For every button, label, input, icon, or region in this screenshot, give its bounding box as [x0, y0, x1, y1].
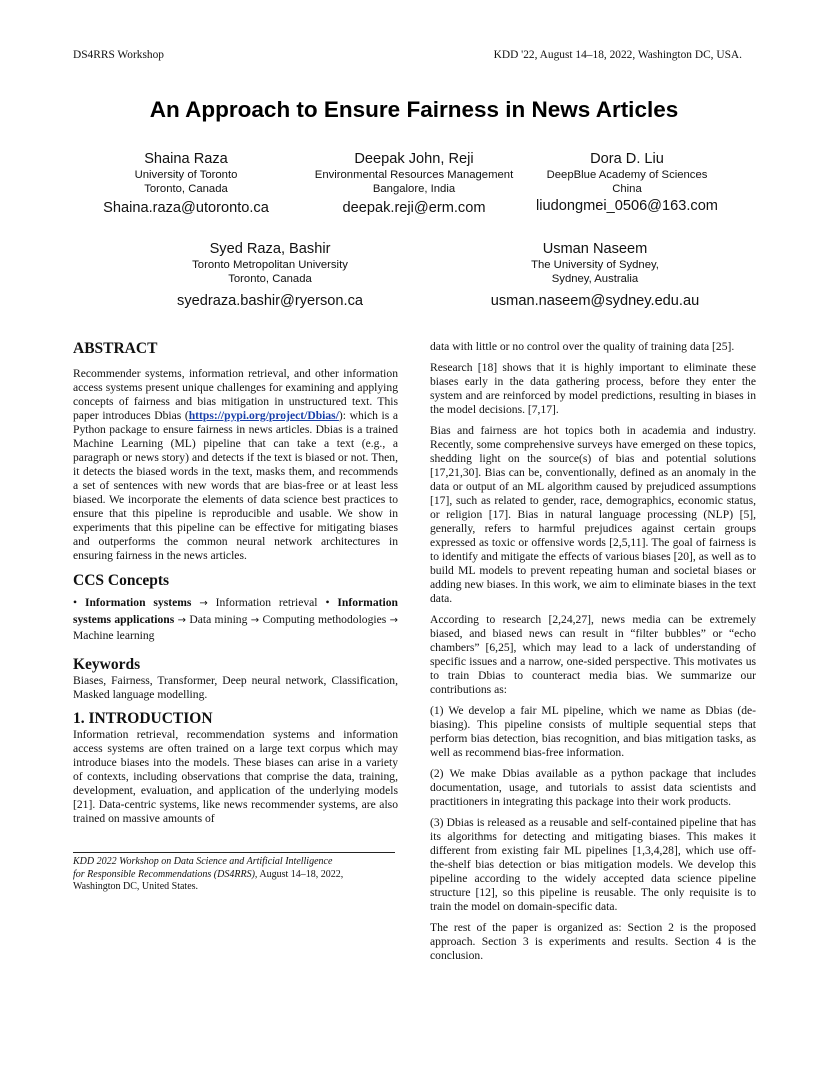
keywords-text: Biases, Fairness, Transformer, Deep neural network, Classification, Masked language modelling.	[73, 673, 398, 701]
ccs-term: Information retrieval	[215, 596, 318, 609]
left-column	[73, 340, 398, 826]
ccs-term: Information systems applications	[73, 596, 398, 626]
intro-paragraph-4: According to research [2,24,27], news media can be extremely biased, and biased news can result in “filter bubbles” or “echo chambers” [6,25], which may lead to a lack of understanding of specific issues and a narrow, one-sided perspective. This motivates us to train Dbias to counteract media bias. We summarize our contributions as:	[430, 613, 756, 696]
author-name: Usman Naseem	[542, 241, 648, 257]
author-block-3	[527, 150, 727, 215]
author-affiliation: University of Toronto	[134, 169, 238, 181]
arrow-right-icon: →	[250, 614, 260, 626]
author-affiliation: The University of Sydney,	[531, 259, 659, 271]
author-email[interactable]: usman.naseem@sydney.edu.au	[490, 293, 700, 309]
arrow-right-icon: →	[389, 614, 398, 626]
ccs-term: Data mining	[189, 612, 248, 626]
author-location: Toronto, Canada	[144, 183, 228, 195]
footnote-line-3: Washington DC, United States.	[73, 881, 199, 893]
bullet: •	[325, 596, 330, 609]
arrow-right-icon: →	[199, 598, 208, 609]
ccs-term: Computing methodologies	[262, 612, 387, 626]
abstract-text-start: Recommender systems, information retrieval, and other information access systems present unique challenges for examining and applying concepts of fairness and bias mitigation in unstructured text. This paper introduces Dbias (	[73, 367, 398, 422]
intro-paragraph-1-continued: data with little or no control over the quality of training data [25].	[430, 340, 735, 353]
contribution-2: (2) We make Dbias available as a python package that includes documentation, usage, and tutorials to assist data scientists and practitioners in integrating this package into their work products.	[430, 767, 756, 808]
contribution-1: (1) We develop a fair ML pipeline, which we name as Dbias (de-biasing). This pipeline consists of multiple sequential steps that perform bias detection, bias recognition, and bias mitigation tasks, as well as recommend bias-free information.	[430, 704, 756, 759]
running-header-right: KDD '22, August 14–18, 2022, Washington DC, USA.	[493, 49, 742, 61]
abstract-text-end: ): which is a Python package to ensure fairness in news articles. Dbias is a trained Machine Learning (ML) pipeline that can take a text (e.g., a paragraph or news story) and detects if the text is biased or not. Then, it detects the biased words in the text, masks them, and recommends a set of sentences with new words that are bias-free or at least less biased. We incorporate the elements of data science best practices to ensure that this pipeline is reproducible and usable. We show in experiments that this pipeline can be effective for mitigating biases and outperforms the common neural network architectures in ensuring fairness in the news articles.	[73, 409, 398, 562]
author-block-1	[86, 150, 286, 217]
author-name: Dora D. Liu	[590, 151, 664, 167]
author-email[interactable]: liudongmei_0506@163.com	[536, 198, 718, 214]
footnote-divider	[73, 852, 395, 853]
intro-paragraph-5: The rest of the paper is organized as: Section 2 is the proposed approach. Section 3 is experiments and results. Section 4 is the conclusion.	[430, 921, 756, 962]
author-block-2	[294, 150, 534, 217]
footnote	[73, 852, 395, 894]
author-location: Sydney, Australia	[551, 273, 639, 285]
intro-paragraph-2: Research [18] shows that it is highly important to eliminate these biases early in the data gathering process, before they enter the system and are reinforced by model predictions, resulting in biases in the model decisions. [7,17].	[430, 361, 756, 416]
arrow-right-icon: →	[177, 614, 186, 626]
author-affiliation: DeepBlue Academy of Sciences	[546, 169, 708, 181]
ccs-term: Machine learning	[73, 629, 155, 642]
contribution-3: (3) Dbias is released as a reusable and self-contained pipeline that has its algorithms for detecting and mitigating biases. This makes it different from existing fair ML pipelines [1,3,4,28], which use off-the-shelf bias detection or bias mitigation models. We develop this pipeline according to the widely accepted data science pipeline structure [12], so this pipeline is reusable. The only requisite is to train the model on domain-specific data.	[430, 816, 756, 913]
footnote-line-2	[73, 869, 395, 882]
author-name: Deepak John, Reji	[354, 151, 474, 167]
author-email[interactable]: Shaina.raza@utoronto.ca	[103, 200, 269, 216]
author-email[interactable]: deepak.reji@erm.com	[342, 200, 486, 216]
author-email[interactable]: syedraza.bashir@ryerson.ca	[177, 293, 363, 309]
running-header-left: DS4RRS Workshop	[73, 49, 164, 61]
abstract-heading: ABSTRACT	[73, 340, 158, 357]
author-location: China	[612, 183, 642, 195]
author-location: Bangalore, India	[372, 183, 456, 195]
author-block-4	[159, 240, 381, 310]
bullet: •	[73, 596, 78, 609]
footnote-line-1: KDD 2022 Workshop on Data Science and Artificial Intelligence	[73, 856, 333, 867]
author-block-5	[470, 240, 720, 310]
right-column	[430, 340, 756, 963]
author-name: Syed Raza, Bashir	[209, 241, 331, 257]
author-name: Shaina Raza	[144, 151, 228, 167]
keywords-heading: Keywords	[73, 655, 141, 673]
intro-paragraph-1: Information retrieval, recommendation systems and information access systems are often trained on a large text corpus which may introduce biases into the models. These biases can arise in a variety of contexts, including observations that comprise the data, training, development, evaluation, and application of the underlying models [21]. Data-centric systems, like news recommender systems, are also trained on massive amounts of	[73, 727, 398, 825]
intro-paragraph-3: Bias and fairness are hot topics both in academia and industry. Recently, some comprehensive surveys have emerged on these topics, shedding light on the source(s) of bias and potential solutions [17,21,30]. Bias can be, conventionally, defined as an anomaly in the data or output of an ML algorithm caused by prejudiced assumptions [17], such as related to gender, race, demographics, economic status, or religion [17]. Bias in natural language processing (NLP) [5], generally, refers to harmful prejudices against certain groups expressed as toxic or offensive words [2,5,11]. The goal of fairness is to identify and mitigate the effects of various biases [20], as well as to build ML models to prevent repeating human and societal biases or adding new biases. In this work, we aim to eliminate biases in the text data.	[430, 424, 756, 605]
author-affiliation: Environmental Resources Management	[314, 169, 514, 181]
footnote-date: , August 14–18, 2022,	[254, 868, 344, 880]
ccs-term: Information systems	[84, 596, 192, 609]
dbias-link[interactable]: https://pypi.org/project/Dbias/	[188, 409, 339, 422]
abstract-text	[73, 367, 398, 563]
author-location: Toronto, Canada	[228, 273, 312, 285]
paper-title: An Approach to Ensure Fairness in News Articles	[149, 97, 679, 122]
introduction-heading: 1. INTRODUCTION	[73, 709, 213, 727]
ccs-concepts	[73, 595, 398, 644]
footnote-workshop-name: for Responsible Recommendations (DS4RRS)	[73, 868, 255, 880]
ccs-heading: CCS Concepts	[73, 572, 170, 589]
author-affiliation: Toronto Metropolitan University	[192, 259, 348, 271]
